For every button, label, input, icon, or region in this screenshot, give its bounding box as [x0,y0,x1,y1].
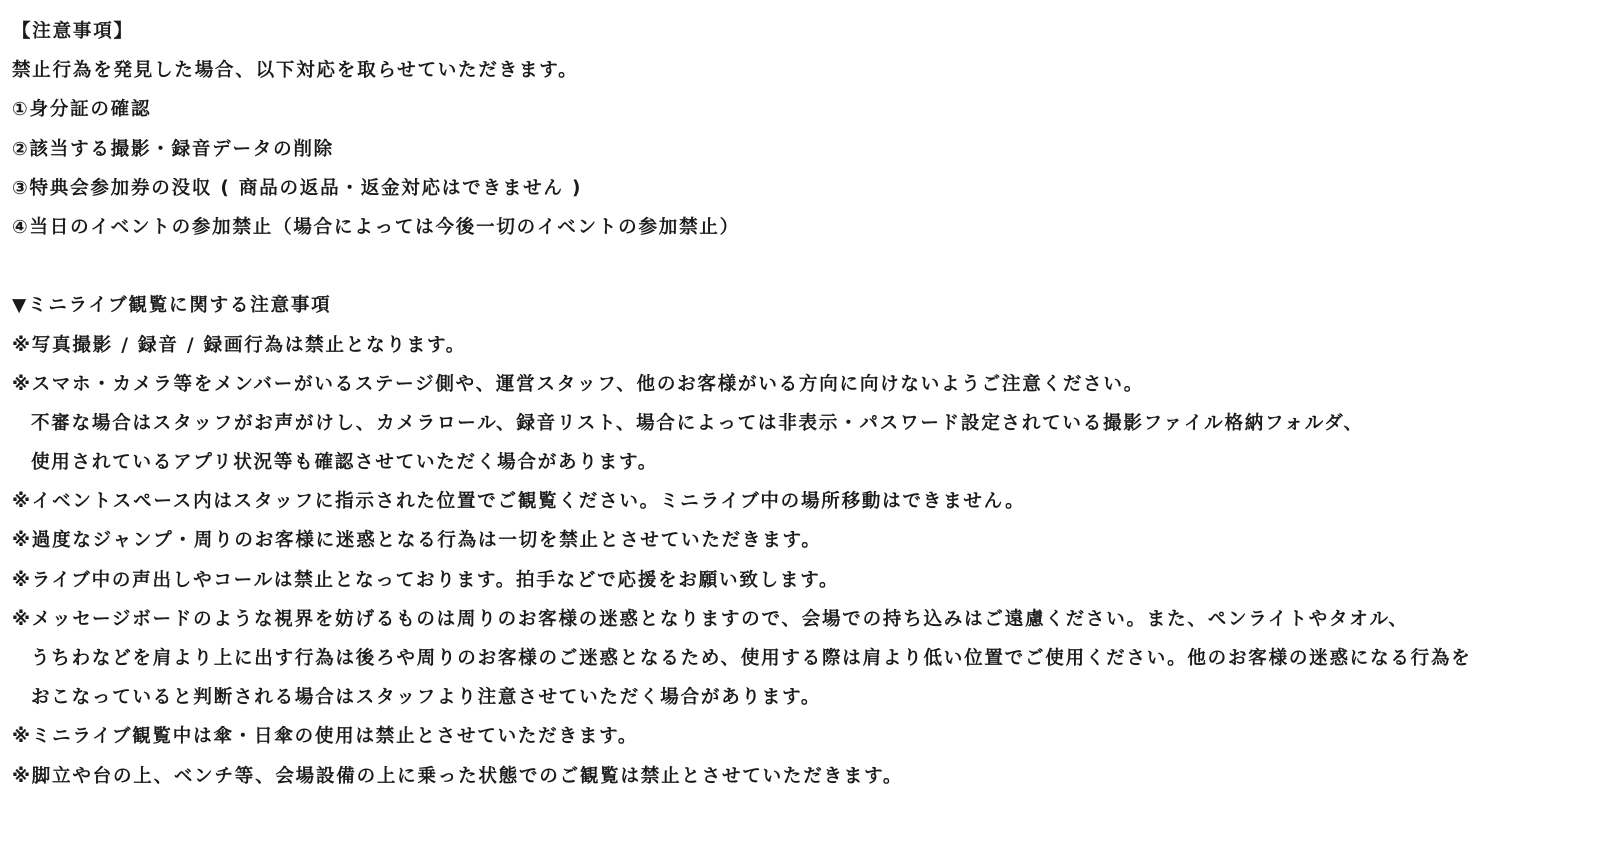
live-rule-line: ※写真撮影 / 録音 / 録画行為は禁止となります。 [12,334,467,356]
live-rule-line: ※脚立や台の上、ベンチ等、会場設備の上に乗った状態でのご観覧は禁止とさせていただきます。 [12,765,904,787]
notice-item-3: ③特典会参加券の没収 ( 商品の返品・返金対応はできません ) [12,177,583,199]
live-rule-line: ※ライブ中の声出しやコールは禁止となっております。拍手などで応援をお願い致します。 [12,569,840,591]
live-rule-line: ※スマホ・カメラ等をメンバーがいるステージ側や、運営スタッフ、他のお客様がいる方向に向けないようご注意ください。 [12,373,1145,395]
notice-item-1: ①身分証の確認 [12,99,152,121]
notice-item-2: ②該当する撮影・録音データの削除 [12,138,334,160]
live-rule-continuation: 使用されているアプリ状況等も確認させていただく場合があります。 [31,452,659,474]
notice-intro: 禁止行為を発見した場合、以下対応を取らせていただきます。 [12,60,579,82]
notice-item-4: ④当日のイベントの参加禁止（場合によっては今後一切のイベントの参加禁止） [12,216,740,238]
section-spacer [12,253,1592,292]
live-rule-line: ※過度なジャンプ・周りのお客様に迷惑となる行為は一切を禁止とさせていただきます。 [12,530,822,552]
live-rule-continuation: うちわなどを肩より上に出す行為は後ろや周りのお客様のご迷惑となるため、使用する際は肩より低い位置でご使用ください。他のお客様の迷惑になる行為を [31,648,1472,669]
notice-heading: 【注意事項】 [12,21,134,42]
live-rule-continuation: おこなっていると判断される場合はスタッフより注意させていただく場合があります。 [31,687,822,709]
live-rule-continuation: 不審な場合はスタッフがお声がけし、カメラロール、録音リスト、場合によっては非表示・パスワード設定されている撮影ファイル格納フォルダ、 [31,412,1364,434]
live-section-heading: ▼ミニライブ観覧に関する注意事項 [12,295,332,317]
notice-document [12,18,1592,802]
live-rule-line: ※イベントスペース内はスタッフに指示された位置でご観覧ください。ミニライブ中の場所移動はできません。 [12,491,1026,513]
live-rule-line: ※メッセージボードのような視界を妨げるものは周りのお客様の迷惑となりますので、会場での持ち込みはご遠慮ください。また、ペンライトやタオル、 [12,608,1409,630]
live-rule-line: ※ミニライブ観覧中は傘・日傘の使用は禁止とさせていただきます。 [12,726,639,748]
